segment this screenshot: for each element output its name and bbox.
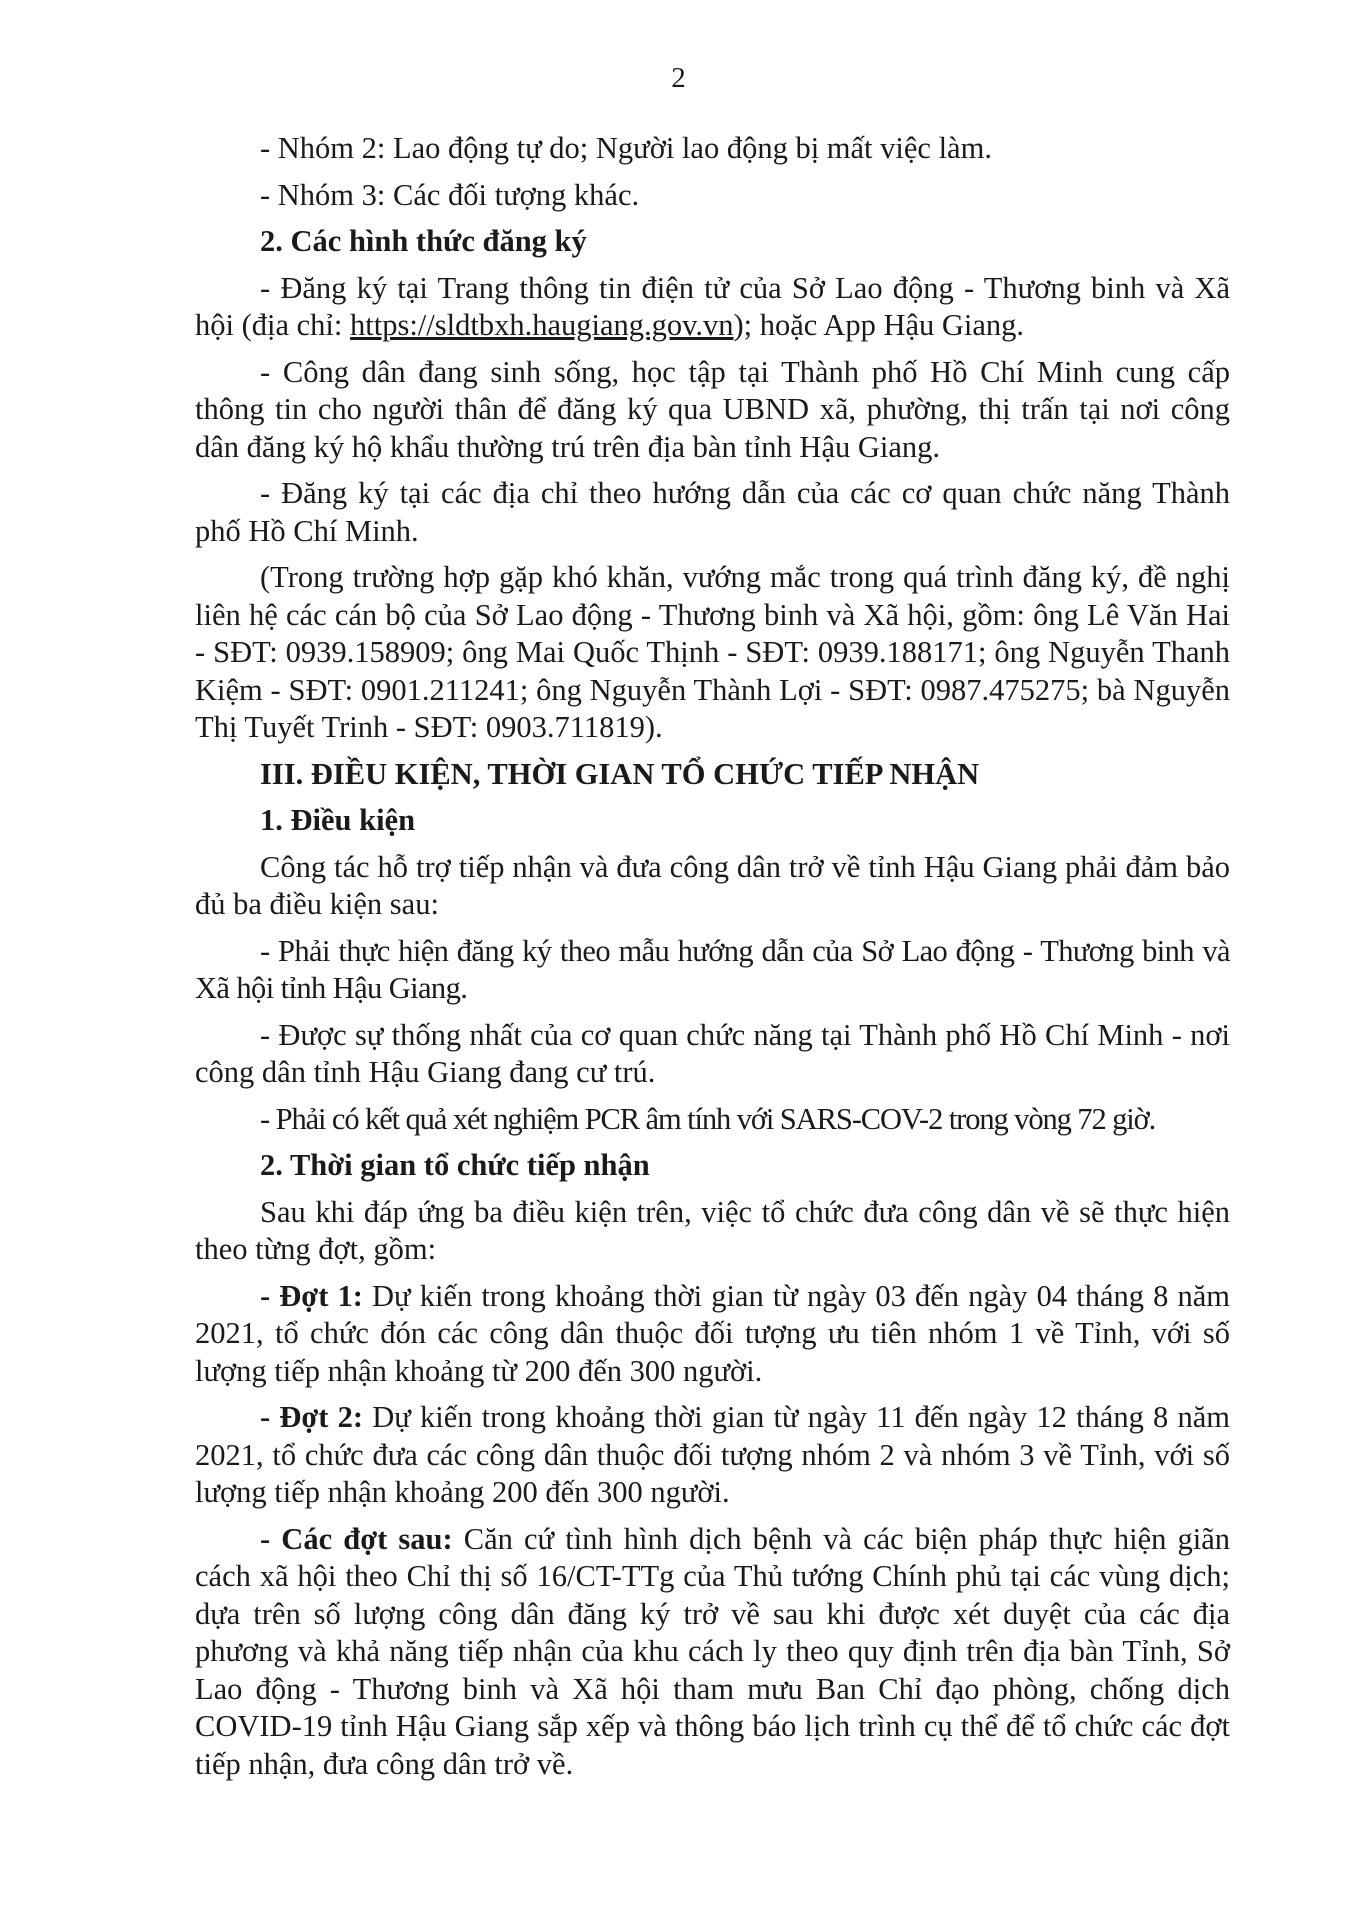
paragraph-contacts: (Trong trường hợp gặp khó khăn, vướng mắc trong quá trình đăng ký, đề nghị liên hệ các cán bộ của Sở Lao động - Thương binh và Xã hội, gồm: ông Lê Văn Hai - SĐT: 0939.158909; ông Mai Quốc Thịnh - SĐT: 0939.188171; ông Nguyễn Thanh Kiệm - SĐT: 0901.211241; ông Nguyễn Thành Lợi - SĐT: 0987.475275; bà Nguyễn Thị Tuyết Trinh - SĐT: 0903.711819). (195, 560, 1230, 744)
website-link[interactable]: https://sldtbxh.haugiang.gov.vn (350, 308, 734, 342)
paragraph-phase-2 (195, 1399, 1230, 1512)
later-phases-text: Căn cứ tình hình dịch bệnh và các biện pháp thực hiện giãn cách xã hội theo Chỉ thị số 16/CT-TTg của Thủ tướng Chính phủ tại các vùng dịch; dựa trên số lượng công dân đăng ký trở về sau khi được xét duyệt của các địa phương và khả năng tiếp nhận của khu cách ly theo quy định trên địa bàn Tỉnh, Sở Lao động - Thương binh và Xã hội tham mưu Ban Chỉ đạo phòng, chống dịch COVID-19 tỉnh Hậu Giang sắp xếp và thông báo lịch trình cụ thể để tổ chức các đợt tiếp nhận, đưa công dân trở về. (195, 1521, 1230, 1781)
phase-1-label: - Đợt 1: (260, 1278, 363, 1313)
paragraph-group-2: - Nhóm 2: Lao động tự do; Người lao động bị mất việc làm. (260, 131, 992, 165)
paragraph-reception-intro: Sau khi đáp ứng ba điều kiện trên, việc tổ chức đưa công dân về sẽ thực hiện theo từng đợt, gồm: (195, 1194, 1230, 1266)
paragraph-condition-2: - Được sự thống nhất của cơ quan chức năng tại Thành phố Hồ Chí Minh - nơi công dân tỉnh Hậu Giang đang cư trú. (195, 1017, 1230, 1089)
paragraph-later-phases (195, 1521, 1230, 1784)
paragraph-register-website (195, 270, 1230, 345)
heading-conditions: 1. Điều kiện (260, 803, 416, 837)
document-body (195, 130, 1230, 1792)
phase-1-text: Dự kiến trong khoảng thời gian từ ngày 03 đến ngày 04 tháng 8 năm 2021, tổ chức đón các công dân thuộc đối tượng ưu tiên nhóm 1 về Tỉnh, với số lượng tiếp nhận khoảng từ 200 đến 300 người. (195, 1278, 1230, 1388)
phase-2-label: - Đợt 2: (260, 1400, 364, 1434)
heading-section-3: III. ĐIỀU KIỆN, THỜI GIAN TỔ CHỨC TIẾP NHẬN (260, 756, 980, 791)
paragraph-condition-1: - Phải thực hiện đăng ký theo mẫu hướng dẫn của Sở Lao động - Thương binh và Xã hội tỉnh Hậu Giang. (195, 933, 1230, 1005)
page-number: 2 (671, 62, 686, 94)
paragraph-register-hcmc: - Đăng ký tại các địa chỉ theo hướng dẫn của các cơ quan chức năng Thành phố Hồ Chí Minh. (195, 476, 1230, 548)
heading-registration-forms: 2. Các hình thức đăng ký (260, 224, 587, 258)
heading-reception-time: 2. Thời gian tổ chức tiếp nhận (260, 1148, 650, 1182)
register-website-text-a: - Đăng ký tại Trang thông tin điện tử của Sở Lao động - Thương binh và Xã hội (địa chỉ: (195, 270, 1230, 342)
paragraph-phase-1 (195, 1278, 1230, 1391)
paragraph-conditions-intro: Công tác hỗ trợ tiếp nhận và đưa công dân trở về tỉnh Hậu Giang phải đảm bảo đủ ba điều kiện sau: (195, 849, 1230, 921)
paragraph-register-relatives: - Công dân đang sinh sống, học tập tại Thành phố Hồ Chí Minh cung cấp thông tin cho người thân để đăng ký qua UBND xã, phường, thị trấn tại nơi công dân đăng ký hộ khẩu thường trú trên địa bàn tỉnh Hậu Giang. (195, 354, 1230, 464)
paragraph-group-3: - Nhóm 3: Các đối tượng khác. (260, 177, 640, 212)
register-website-text-b: ); hoặc App Hậu Giang. (733, 308, 1025, 342)
phase-2-text: Dự kiến trong khoảng thời gian từ ngày 11 đến ngày 12 tháng 8 năm 2021, tổ chức đưa các công dân thuộc đối tượng nhóm 2 và nhóm 3 về Tỉnh, với số lượng tiếp nhận khoảng 200 đến 300 người. (195, 1400, 1230, 1509)
later-phases-label: - Các đợt sau: (260, 1521, 453, 1556)
paragraph-condition-3: - Phải có kết quả xét nghiệm PCR âm tính với SARS-COV-2 trong vòng 72 giờ. (260, 1101, 1156, 1136)
